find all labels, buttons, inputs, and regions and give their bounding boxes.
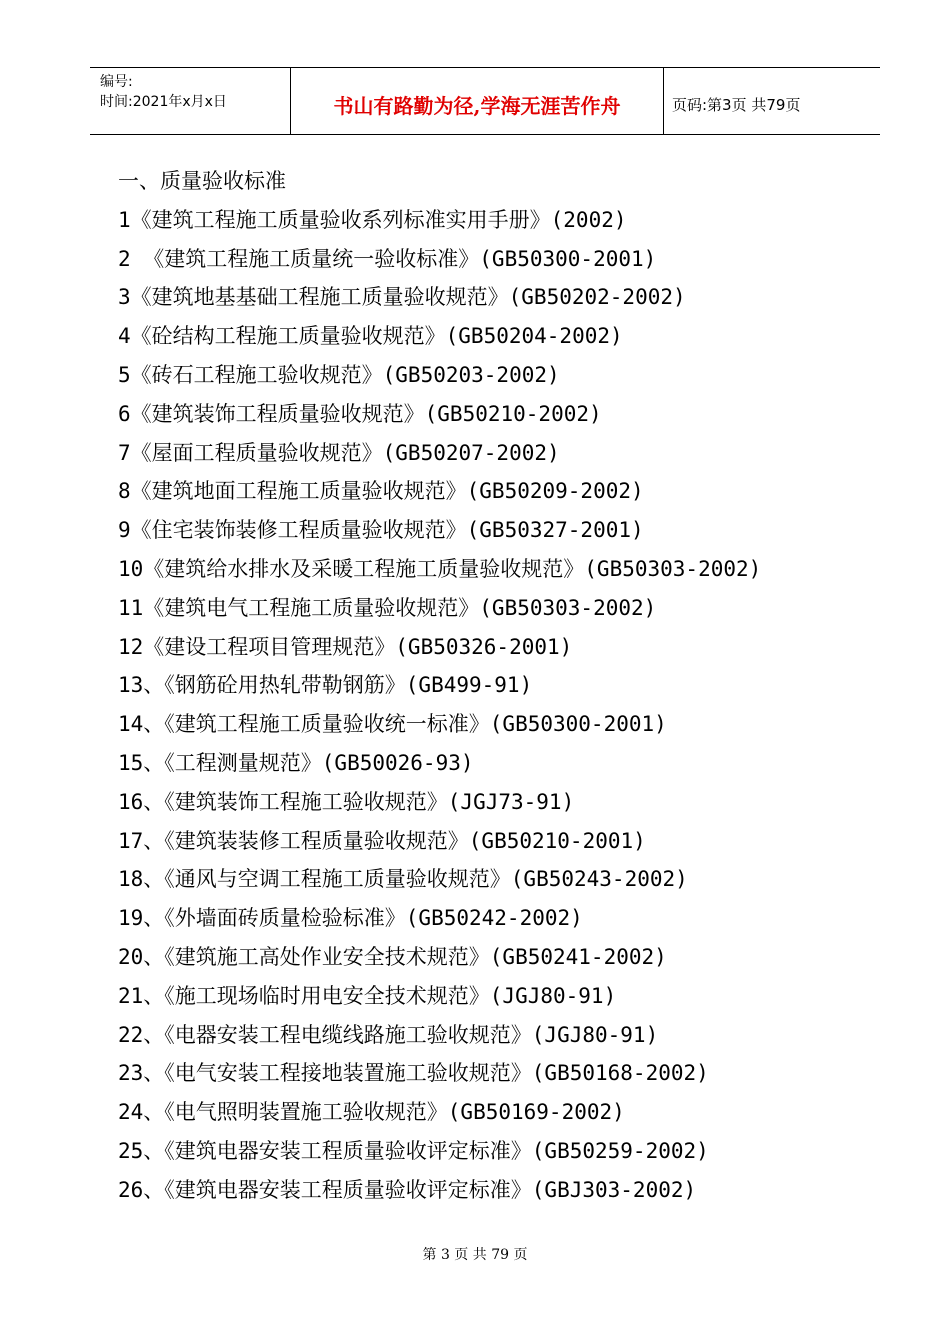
list-item: 21、《施工现场临时用电安全技术规范》(JGJ80-91) — [118, 983, 617, 1008]
list-item: 12《建设工程项目管理规范》(GB50326-2001) — [118, 634, 573, 659]
page-footer: 第 3 页 共 79 页 — [422, 1247, 528, 1263]
header-meta — [100, 72, 227, 112]
list-item: 10《建筑给水排水及采暖工程施工质量验收规范》(GB50303-2002) — [118, 556, 762, 581]
list-item: 22、《电器安装工程电缆线路施工验收规范》(JGJ80-91) — [118, 1022, 659, 1047]
header-page-info: 页码:第3页 共79页 — [672, 96, 801, 114]
list-item: 4《砼结构工程施工质量验收规范》(GB50204-2002) — [118, 324, 623, 349]
list-item: 2 《建筑工程施工质量统一验收标准》(GB50300-2001) — [118, 246, 657, 271]
list-item: 26、《建筑电器安装工程质量验收评定标准》(GBJ303-2002) — [118, 1177, 697, 1202]
list-item: 18、《通风与空调工程施工质量验收规范》(GB50243-2002) — [118, 867, 688, 892]
header-divider-right — [663, 68, 664, 134]
list-item: 14、《建筑工程施工质量验收统一标准》(GB50300-2001) — [118, 712, 667, 737]
time-label: 时间:2021年x月x日 — [100, 94, 227, 110]
list-item: 11《建筑电气工程施工质量验收规范》(GB50303-2002) — [118, 595, 657, 620]
list-item: 20、《建筑施工高处作业安全技术规范》(GB50241-2002) — [118, 944, 667, 969]
standards-list — [118, 201, 761, 1210]
list-item: 19、《外墙面砖质量检验标准》(GB50242-2002) — [118, 906, 583, 931]
list-item: 7《屋面工程质量验收规范》(GB50207-2002) — [118, 440, 560, 465]
list-item: 3《建筑地基基础工程施工质量验收规范》(GB50202-2002) — [118, 285, 686, 310]
list-item: 1《建筑工程施工质量验收系列标准实用手册》(2002) — [118, 207, 627, 232]
list-item: 9《住宅装饰装修工程质量验收规范》(GB50327-2001) — [118, 518, 644, 543]
header-motto: 书山有路勤为径,学海无涯苦作舟 — [333, 94, 621, 118]
document-body — [118, 162, 761, 1210]
number-label: 编号: — [100, 74, 133, 90]
section-title: 一、质量验收标准 — [118, 169, 286, 193]
list-item: 6《建筑装饰工程质量验收规范》(GB50210-2002) — [118, 401, 602, 426]
list-item: 5《砖石工程施工验收规范》(GB50203-2002) — [118, 362, 560, 387]
list-item: 16、《建筑装饰工程施工验收规范》(JGJ73-91) — [118, 789, 575, 814]
list-item: 17、《建筑装装修工程质量验收规范》(GB50210-2001) — [118, 828, 646, 853]
page-header — [90, 67, 880, 135]
list-item: 25、《建筑电器安装工程质量验收评定标准》(GB50259-2002) — [118, 1138, 709, 1163]
list-item: 13、《钢筋砼用热轧带勒钢筋》(GB499-91) — [118, 673, 533, 698]
list-item: 23、《电气安装工程接地装置施工验收规范》(GB50168-2002) — [118, 1061, 709, 1086]
list-item: 8《建筑地面工程施工质量验收规范》(GB50209-2002) — [118, 479, 644, 504]
list-item: 24、《电气照明装置施工验收规范》(GB50169-2002) — [118, 1100, 625, 1125]
list-item: 15、《工程测量规范》(GB50026-93) — [118, 750, 474, 775]
